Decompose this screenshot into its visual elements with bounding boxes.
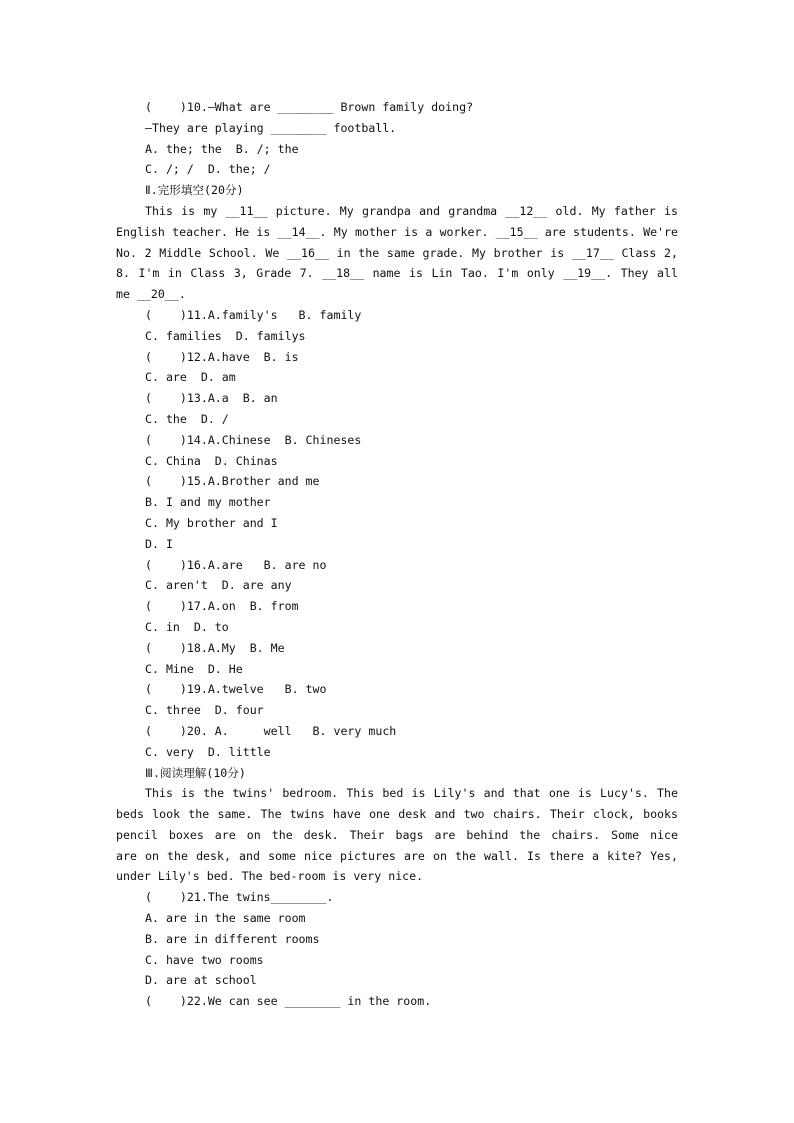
text-line: B. I and my mother (145, 495, 271, 510)
text-line: C. aren't D. are any (145, 578, 292, 593)
text-line: ( )15.A.Brother and me (145, 474, 320, 489)
exam-page (116, 97, 678, 1012)
text-line: C. My brother and I (145, 515, 278, 530)
text-line: C. very D. little (145, 744, 271, 759)
text-line: C. China D. Chinas (145, 453, 278, 468)
text-line: C. are D. am (145, 370, 236, 385)
text-line: ( )19.A.twelve B. two (145, 682, 327, 697)
text-line: D. are at school (145, 973, 257, 988)
text-line: A. are in the same room (145, 911, 306, 926)
text-line: This is the twins' bedroom. This bed is Lily's and that one is Lucy's. The (145, 786, 678, 801)
text-line: English teacher. He is __14__. My mother is a worker. __15__ are students. We're (116, 224, 678, 239)
text-line: C. Mine D. He (145, 661, 243, 676)
text-line: ( )16.A.are B. are no (145, 557, 327, 572)
text-line: C. in D. to (145, 619, 229, 634)
text-line: Ⅲ.阅读理解(10分) (145, 765, 246, 780)
text-line: ( )11.A.family's B. family (145, 307, 362, 322)
text-line: pencil boxes are on the desk. Their bags are behind the chairs. Some nice (116, 827, 678, 842)
text-line: ( )17.A.on B. from (145, 599, 299, 614)
text-line: ( )13.A.a B. an (145, 391, 278, 406)
text-line: A. the; the B. /; the (145, 141, 299, 156)
text-line: ( )22.We can see ________ in the room. (145, 994, 432, 1009)
text-line: C. /; / D. the; / (145, 162, 271, 177)
text-line: ( )18.A.My B. Me (145, 640, 285, 655)
text-line: beds look the same. The twins have one desk and two chairs. Their clock, books (116, 807, 678, 822)
text-line: B. are in different rooms (145, 931, 320, 946)
text-line: under Lily's bed. The bed-room is very nice. (116, 869, 424, 884)
text-line: C. have two rooms (145, 952, 264, 967)
text-line: C. three D. four (145, 703, 264, 718)
text-line: are on the desk, and some nice pictures are on the wall. Is there a kite? Yes, (116, 848, 678, 863)
text-line: ( )20. A. well B. very much (145, 723, 397, 738)
text-line: ( )21.The twins________. (145, 890, 334, 905)
text-line: Ⅱ.完形填空(20分) (145, 183, 244, 198)
text-line: me __20__. (116, 287, 186, 302)
text-line: ( )10.—What are ________ Brown family doing? (145, 100, 474, 114)
text-line: This is my __11__ picture. My grandpa and grandma __12__ old. My father is (145, 203, 678, 218)
text-line: 8. I'm in Class 3, Grade 7. __18__ name is Lin Tao. I'm only __19__. They all (116, 266, 678, 281)
text-line: ( )14.A.Chinese B. Chineses (145, 432, 362, 447)
text-line: D. I (145, 536, 173, 551)
text-line: ( )12.A.have B. is (145, 349, 299, 364)
text-line: No. 2 Middle School. We __16__ in the same grade. My brother is __17__ Class 2, (116, 245, 678, 260)
text-line: —They are playing ________ football. (145, 120, 397, 135)
text-line: C. the D. / (145, 411, 229, 426)
text-line: C. families D. familys (145, 328, 306, 343)
